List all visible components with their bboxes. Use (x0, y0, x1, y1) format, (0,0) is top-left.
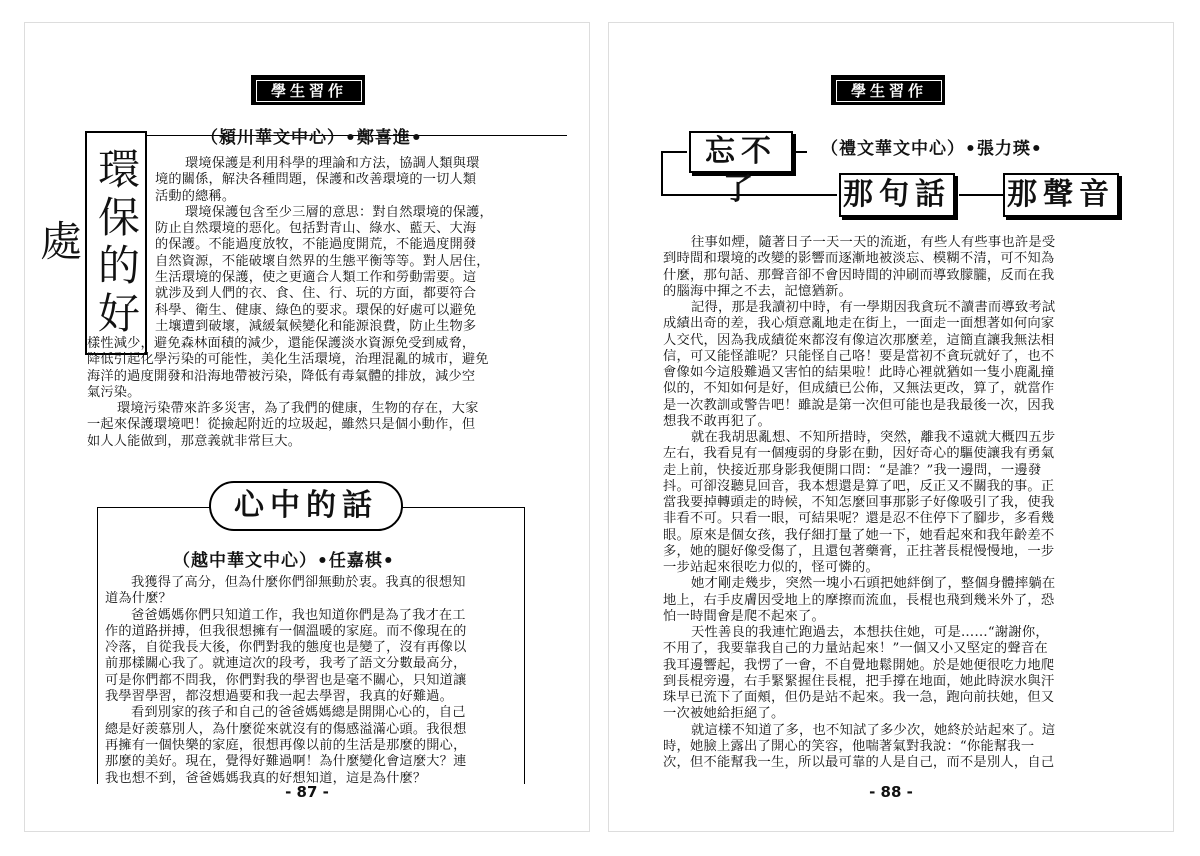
text-line: 似的，不知如何是好，但成績已公佈，又無法更改，算了，就當作 (663, 381, 1055, 397)
text-line: 科學、衛生、健康、綠色的要求。環保的好處可以避免 (155, 302, 477, 318)
text-line: 抖。可卻沒聽見回音，我本想還是算了吧，反正又不關我的事。正 (663, 478, 1055, 494)
text-line: 防止自然環境的惡化。包括對青山、綠水、藍天、大海 (155, 221, 477, 237)
text-line: 總是好羨慕別人，為什麼從來就沒有的傷感溢滿心頭。我很想 (105, 721, 467, 737)
section-header-label: 學生習作 (256, 80, 362, 102)
text-line: 當我要掉轉頭走的時候，不知怎麼回事那影子好像吸引了我，使我 (663, 495, 1055, 510)
text-line: 到長棍旁邊，右手緊緊握住長棍，把手撐在地面，她此時淚水與汗 (663, 673, 1055, 689)
section-header (831, 75, 945, 105)
text-line: 左右，我看見有一個瘦弱的身影在動，因好奇心的驅使讓我有勇氣 (663, 446, 1055, 462)
text-line: 就這樣不知道了多，也不知試了多少次，她終於站起來了。這 (691, 722, 1056, 738)
text-line: 不用了，我要靠我自己的力量站起來！”一個又小又堅定的聲音在 (663, 641, 1048, 657)
text-line: 我學習學習，都沒想過要和我一起去學習，我真的好難過。 (105, 689, 454, 705)
text-line: 到時間和環境的改變的影響而逐漸地被淡忘、模糊不清，可不知為 (663, 251, 1055, 267)
text-line: 的腦海中揮之不去，記憶猶新。 (663, 283, 852, 299)
text-line: 看到別家的孩子和自己的爸爸媽媽總是開開心心的，自己 (131, 705, 466, 721)
article-byline: （禮文華文中心）•張力瑛• (821, 139, 1043, 159)
text-line: 氣污染。 (87, 384, 141, 400)
right-page (608, 22, 1174, 832)
text-line: 冷落，自從我長大後，你們對我的態度也是變了，沒有再像以 (105, 640, 467, 656)
text-line: 我也想不到，爸爸媽媽我真的好想知道，這是為什麼？ (105, 770, 427, 786)
text-line: 多，她的腿好像受傷了，且還包著藥膏，正拄著長棍慢慢地，一步 (663, 543, 1055, 559)
text-line: 自然資源，不能破壞自然界的生態平衡等等。對人居住， (155, 253, 490, 269)
article2-body (105, 575, 517, 787)
text-line: 時，她臉上露出了開心的笑容，他喘著氣對我說：“你能幫我一 (663, 738, 1035, 754)
text-line: 爸爸媽媽你們只知道工作，我也知道你們是為了我才在工 (131, 607, 466, 623)
text-line: 我獲得了高分，但為什麼你們卻無動於衷。我真的很想知 (131, 575, 466, 590)
text-line: 天性善良的我連忙跑過去，本想扶住她，可是……“謝謝你， (691, 625, 1049, 640)
text-line: 樣性減少，避免森林面積的減少，還能保護淡水資源免受到威脅， (87, 336, 476, 351)
text-line: 就在我胡思亂想、不知所措時，突然，離我不遠就大概四五步 (691, 430, 1056, 445)
text-line: 道為什麼？ (105, 591, 172, 607)
text-line: 是一次教訓或警告吧！雖說是第一次但可能也是我最後一次，因我 (663, 397, 1055, 413)
text-line: 降低引起化學污染的可能性，美化生活環境，治理混亂的城市，避免 (87, 352, 489, 368)
left-page (24, 22, 590, 832)
text-line: 土壤遭到破壞，減緩氣候變化和能源浪費，防止生物多 (155, 318, 477, 334)
article2-title: 心中的話 (209, 481, 403, 531)
text-line: 的保護。不能過度放牧，不能過度開荒，不能過度開發 (155, 237, 477, 253)
text-line: 珠早已流下了面頰，但仍是站不起來。我一急，跑向前扶她，但又 (663, 690, 1055, 705)
text-line: 記得，那是我讀初中時，有一學期因我貪玩不讀書而導致考試 (691, 300, 1056, 315)
text-line: 什麼，那句話、那聲音卻不會因時間的沖刷而導致朦朧，反而在我 (663, 267, 1055, 283)
text-line: 一起來保護環境吧！從撿起附近的垃圾起，雖然只是個小動作，但 (87, 417, 476, 433)
connector-line (795, 151, 807, 153)
text-line: 怕一時間會是爬不起來了。 (663, 608, 825, 624)
text-line: 生活環境的保護，使之更適合人類工作和勞動需要。這 (155, 270, 477, 286)
text-line: 往事如煙，隨著日子一天一天的流逝，有些人有些事也許是受 (691, 235, 1056, 250)
text-line: 一次被她給拒絕了。 (663, 706, 785, 722)
text-line: 境的關係，解決各種問題，保護和改善環境的一切人類 (155, 172, 477, 188)
text-line: 她才剛走幾步，突然一塊小石頭把她絆倒了，整個身體摔躺在 (691, 576, 1056, 592)
text-line: 如人人能做到，那意義就非常巨大。 (87, 433, 302, 449)
article-byline: （潁川華文中心）•鄭喜進• (201, 128, 423, 148)
connector-line (661, 151, 663, 195)
article-body-part1 (155, 156, 545, 335)
text-line: 一步站起來很吃力似的，怪可憐的。 (663, 560, 879, 575)
text-line: 次，但不能幫我一生，所以最可靠的人是自己，而不是別人，自己 (663, 755, 1055, 770)
text-line: 想我不敢再犯了。 (663, 413, 771, 429)
text-line: 再擁有一個快樂的家庭，很想再像以前的生活是那麼的開心， (105, 737, 467, 753)
text-line: 人交代，因為我成績從來都沒有像這次那麼差，這簡直讓我無法相 (663, 332, 1055, 348)
text-line: 作的道路拼搏，但我很想擁有一個溫暖的家庭。而不像現在的 (105, 623, 467, 639)
text-line: 可是你們都不問我，你們對我的學習也是毫不關心，只知道讓 (105, 672, 467, 688)
connector-line (661, 151, 687, 153)
text-line: 前那樣關心我了。就連這次的段考，我考了語文分數最高分， (105, 656, 467, 672)
text-line: 成績出奇的差，我心煩意亂地走在街上，一面走一面想著如何向家 (663, 316, 1055, 332)
text-line: 環境保護是利用科學的理論和方法，協調人類與環 (185, 156, 480, 171)
connector-line (959, 194, 1003, 196)
section-header (251, 75, 365, 105)
article-title-vertical: 環保的好處 (85, 131, 147, 355)
text-line: 活動的總稱。 (155, 188, 236, 204)
title-part-1: 忘不了 (689, 131, 793, 173)
text-line: 眼。原來是個女孩，我仔細打量了她一下，她看起來和我年齡差不 (663, 527, 1055, 543)
text-line: 走上前，快接近那身影我便開口問：“是誰？”我一邊問，一邊發 (663, 462, 1042, 478)
section-header-label: 學生習作 (836, 80, 942, 102)
text-line: 那麼的美好。現在，覺得好難過啊！為什麼變化會這麼大？連 (105, 754, 467, 770)
text-line: 地上，右手皮膚因受地上的摩擦而流血，長棍也飛到幾米外了，恐 (663, 592, 1055, 608)
text-line: 環境污染帶來許多災害，為了我們的健康，生物的存在，大家 (117, 401, 479, 417)
text-line: 環境保護包含至少三層的意思：對自然環境的保護， (185, 204, 493, 220)
article2-byline: （越中華文中心）•任嘉棋• (173, 551, 395, 571)
text-line: 海洋的過度開發和沿海地帶被污染，降低有毒氣體的排放，減少空 (87, 368, 476, 384)
title-part-3: 那聲音 (1003, 173, 1119, 217)
text-line: 我耳邊響起，我愣了一會，不自覺地鬆開她。於是她便很吃力地爬 (663, 657, 1055, 673)
text-line: 非看不可。只看一眼，可結果呢？還是忍不住停下了腳步，多看幾 (663, 511, 1055, 527)
article-body (663, 235, 1125, 771)
title-part-2: 那句話 (839, 173, 955, 217)
page-number: - 87 - (285, 783, 329, 801)
article-body-part2 (87, 336, 547, 450)
text-line: 信，可又能怪誰呢？只能怪自己咯！要是當初不貪玩就好了，也不 (663, 348, 1055, 364)
text-line: 就涉及到人們的衣、食、住、行、玩的方面，都要符合 (155, 286, 477, 302)
page-number: - 88 - (869, 783, 913, 801)
text-line: 會像如今這般難過又害怕的結果啦！此時心裡就猶如一隻小鹿亂撞 (663, 365, 1055, 380)
